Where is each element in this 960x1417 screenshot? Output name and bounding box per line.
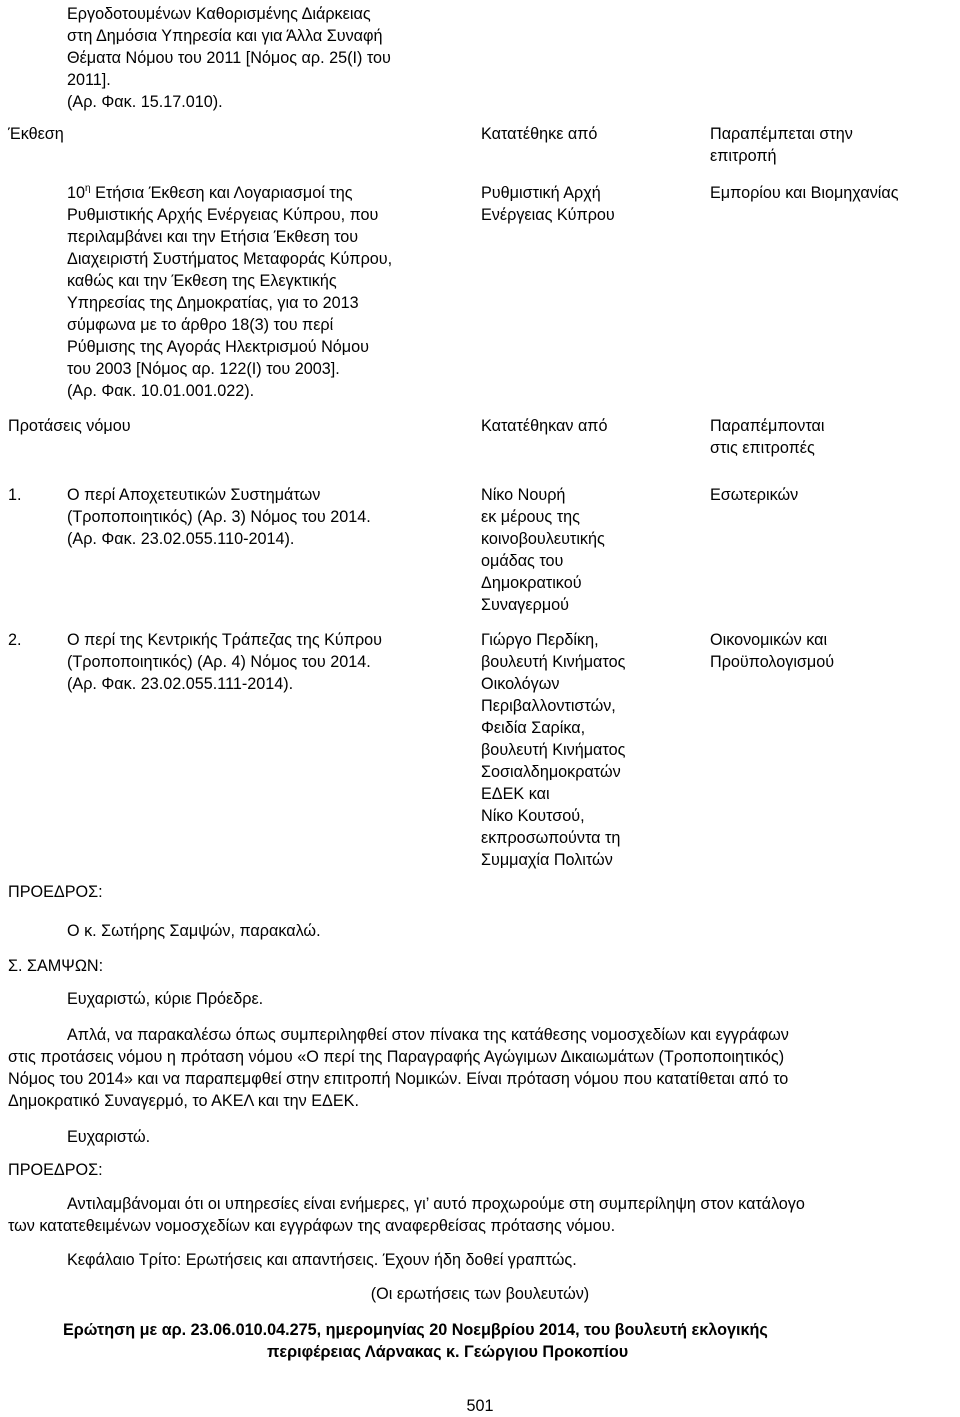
speaker-label: Σ. ΣΑΜΨΩΝ: xyxy=(8,957,104,975)
bill-number: 1. xyxy=(8,486,22,504)
question-heading-line: Ερώτηση με αρ. 23.06.010.04.275, ημερομηνίας 20 Νοεμβρίου 2014, του βουλευτή εκλογικής xyxy=(63,1321,768,1339)
bill-committee-line: Οικονομικών και xyxy=(710,631,828,649)
speech-paragraph xyxy=(8,1193,958,1237)
report-line: Υπηρεσίας της Δημοκρατίας, για το 2013 xyxy=(67,294,359,312)
report-by-line: Ρυθμιστική Αρχή xyxy=(481,184,601,202)
chapter-line: Κεφάλαιο Τρίτο: Ερωτήσεις και απαντήσεις. Έχουν ήδη δοθεί γραπτώς. xyxy=(67,1251,577,1269)
bill-by-line: κοινοβουλευτικής xyxy=(481,530,605,548)
reports-header-col3 xyxy=(710,123,853,167)
report-committee: Εμπορίου και Βιομηχανίας xyxy=(710,184,899,202)
reports-header-col3-line: Παραπέμπεται στην xyxy=(710,125,853,143)
bills-header-col3-line: στις επιτροπές xyxy=(710,439,815,457)
bill-by-line: Συμμαχία Πολιτών xyxy=(481,851,613,869)
reports-header-col3-line: επιτροπή xyxy=(710,147,777,165)
bill-title xyxy=(67,484,371,550)
speech-line: Ευχαριστώ, κύριε Πρόεδρε. xyxy=(67,990,264,1008)
report-line: του 2003 [Νόμος αρ. 122(Ι) του 2003]. xyxy=(67,360,340,378)
bill-by-line: Νίκο Νουρή xyxy=(481,486,566,504)
report-line: περιλαμβάνει και την Ετήσια Έκθεση του xyxy=(67,228,359,246)
paragraph-line: Νόμος του 2014» και να παραπεμφθεί στην επιτροπή Νομικών. Είναι πρόταση νόμου που κατατίθεται από το xyxy=(8,1070,789,1088)
speech-paragraph xyxy=(8,1024,958,1112)
report-line-text: Ετήσια Έκθεση και Λογαριασμοί της xyxy=(90,184,353,202)
paragraph-line: των κατατεθειμένων νομοσχεδίων και εγγράφων της αναφερθείσας πρότασης νόμου. xyxy=(8,1217,616,1235)
bill-by-line: Συναγερμού xyxy=(481,596,570,614)
intro-line: στη Δημόσια Υπηρεσία και για Άλλα Συναφή xyxy=(67,27,383,45)
reports-header-col2: Κατατέθηκε από xyxy=(481,125,598,143)
report-line: Ρύθμισης της Αγοράς Ηλεκτρισμού Νόμου xyxy=(67,338,369,356)
bill-title-line: (Αρ. Φακ. 23.02.055.110-2014). xyxy=(67,530,295,548)
bill-title-line: Ο περί της Κεντρικής Τράπεζας της Κύπρου xyxy=(67,631,383,649)
paragraph-line: Δημοκρατικό Συναγερμό, το ΑΚΕΛ και την ΕΔΕΚ. xyxy=(8,1092,359,1110)
report-by-line: Ενέργειας Κύπρου xyxy=(481,206,615,224)
bill-by-line: Περιβαλλοντιστών, xyxy=(481,697,616,715)
bills-header-col3-line: Παραπέμπονται xyxy=(710,417,825,435)
bill-by-line: βουλευτή Κινήματος xyxy=(481,741,626,759)
bill-title-line: (Αρ. Φακ. 23.02.055.111-2014). xyxy=(67,675,294,693)
bill-submitted-by xyxy=(481,629,625,871)
report-line: Διαχειριστή Συστήματος Μεταφοράς Κύπρου, xyxy=(67,250,393,268)
page-number: 501 xyxy=(466,1397,494,1415)
paragraph-line: Απλά, να παρακαλέσω όπως συμπεριληφθεί στον πίνακα της κατάθεσης νομοσχεδίων και εγγράφων xyxy=(67,1026,789,1044)
report-submitted-by xyxy=(481,182,615,226)
intro-line: 2011]. xyxy=(67,71,111,89)
bill-committee xyxy=(710,484,798,506)
bill-submitted-by xyxy=(481,484,605,616)
report-line: καθώς και την Έκθεση της Ελεγκτικής xyxy=(67,272,337,290)
bill-committee-line: Εσωτερικών xyxy=(710,486,799,504)
bill-title-line: (Τροποποιητικός) (Αρ. 3) Νόμος του 2014. xyxy=(67,508,371,526)
bill-by-line: ομάδας του xyxy=(481,552,564,570)
bill-by-line: Σοσιαλδημοκρατών xyxy=(481,763,621,781)
speaker-label: ΠΡΟΕΔΡΟΣ: xyxy=(8,1161,103,1179)
bill-by-line: Οικολόγων xyxy=(481,675,560,693)
bill-title-line: (Τροποποιητικός) (Αρ. 4) Νόμος του 2014. xyxy=(67,653,371,671)
bill-committee xyxy=(710,629,834,673)
bills-header-col1: Προτάσεις νόμου xyxy=(8,417,131,435)
report-description xyxy=(67,182,392,402)
speech-line: Ο κ. Σωτήρης Σαμψών, παρακαλώ. xyxy=(67,922,321,940)
bill-by-line: Φειδία Σαρίκα, xyxy=(481,719,586,737)
report-number-sup: η xyxy=(85,183,91,194)
bill-title-line: Ο περί Αποχετευτικών Συστημάτων xyxy=(67,486,321,504)
bill-number: 2. xyxy=(8,631,22,649)
intro-tail xyxy=(67,3,391,113)
bill-by-line: εκ μέρους της xyxy=(481,508,580,526)
bill-committee-line: Προϋπολογισμού xyxy=(710,653,835,671)
report-line: (Αρ. Φακ. 10.01.001.022). xyxy=(67,382,255,400)
bills-header-col2: Κατατέθηκαν από xyxy=(481,417,608,435)
intro-line: Εργοδοτουμένων Καθορισμένης Διάρκειας xyxy=(67,5,371,23)
question-heading xyxy=(8,1319,958,1363)
intro-line: (Αρ. Φακ. 15.17.010). xyxy=(67,93,223,111)
bill-by-line: εκπροσωπούντα τη xyxy=(481,829,621,847)
bill-by-line: Γιώργο Περδίκη, xyxy=(481,631,599,649)
questions-note: (Οι ερωτήσεις των βουλευτών) xyxy=(370,1285,590,1303)
bills-header-col3 xyxy=(710,415,824,459)
bill-by-line: Δημοκρατικού xyxy=(481,574,582,592)
paragraph-line: στις προτάσεις νόμου η πρόταση νόμου «Ο περί της Παραγραφής Αγώγιμων Δικαιωμάτων (Τροποποιητικός) xyxy=(8,1048,785,1066)
report-line: Ρυθμιστικής Αρχής Ενέργειας Κύπρου, που xyxy=(67,206,379,224)
speaker-label: ΠΡΟΕΔΡΟΣ: xyxy=(8,883,103,901)
report-line xyxy=(67,182,392,204)
bill-title xyxy=(67,629,382,695)
question-heading-line: περιφέρειας Λάρνακας κ. Γεώργιου Προκοπίου xyxy=(267,1343,629,1361)
reports-header-col1: Έκθεση xyxy=(8,125,64,143)
bill-by-line: ΕΔΕΚ και xyxy=(481,785,550,803)
intro-line: Θέματα Νόμου του 2011 [Νόμος αρ. 25(Ι) του xyxy=(67,49,391,67)
bill-by-line: βουλευτή Κινήματος xyxy=(481,653,626,671)
report-line: σύμφωνα με το άρθρο 18(3) του περί xyxy=(67,316,334,334)
report-number: 10 xyxy=(67,184,86,202)
bill-by-line: Νίκο Κουτσού, xyxy=(481,807,585,825)
speech-line: Ευχαριστώ. xyxy=(67,1128,151,1146)
paragraph-line: Αντιλαμβάνομαι ότι οι υπηρεσίες είναι ενήμερες, γι’ αυτό προχωρούμε στη συμπερίληψη στον κατάλογο xyxy=(67,1195,805,1213)
